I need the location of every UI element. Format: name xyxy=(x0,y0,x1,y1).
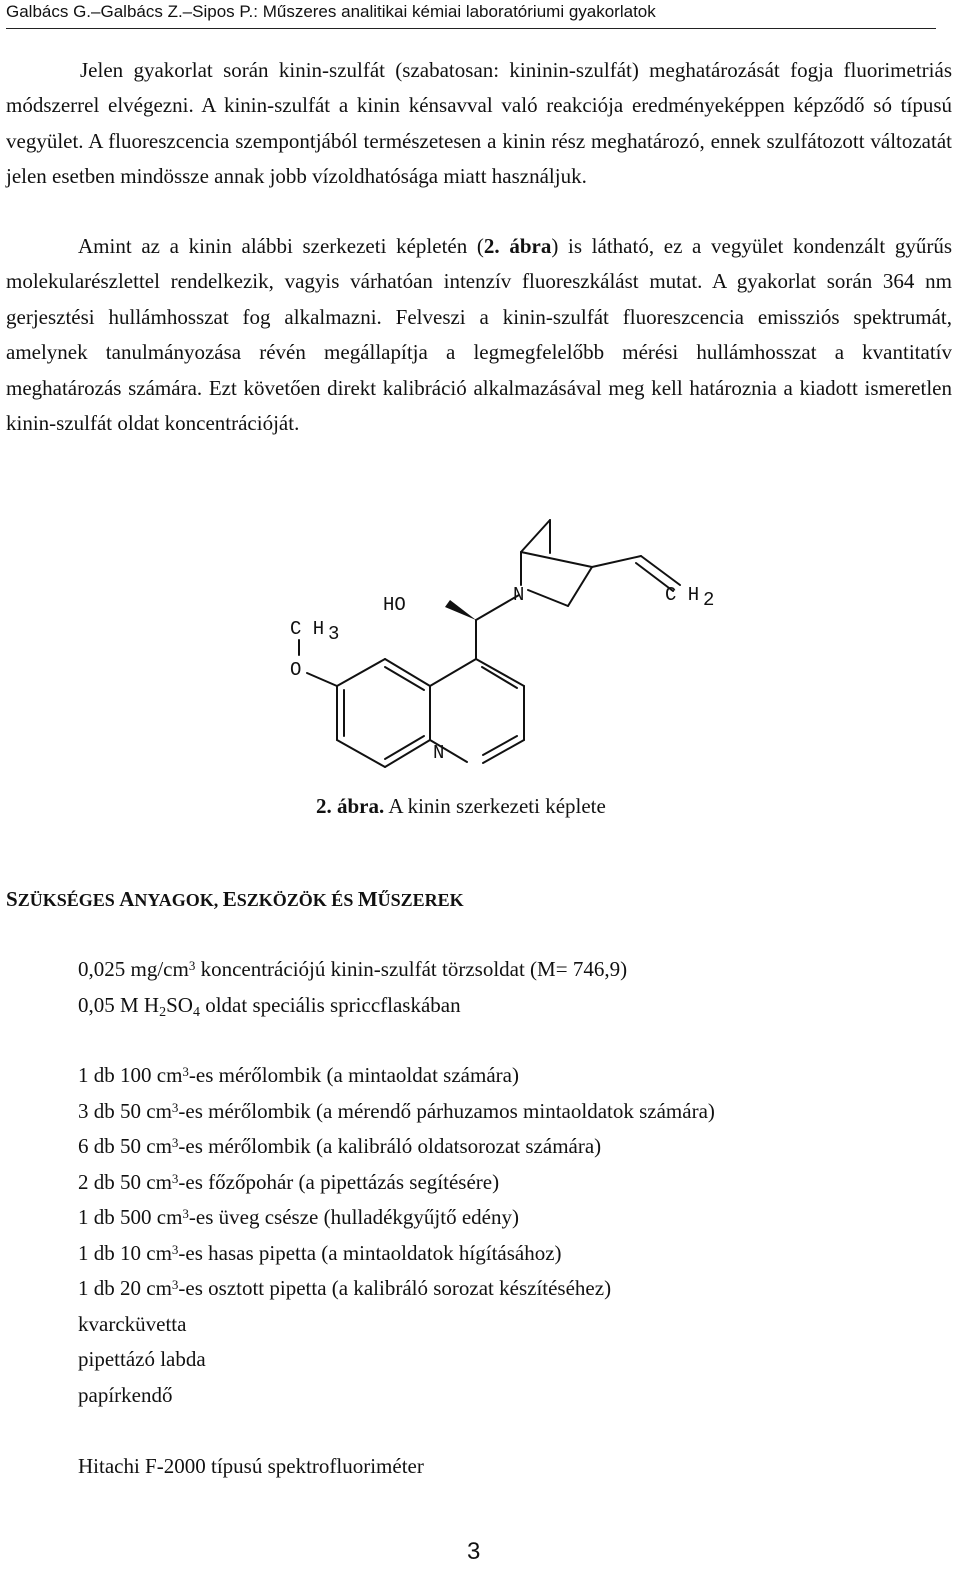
item-superscript: 3 xyxy=(171,1170,179,1186)
figure-caption-number: 2. ábra. xyxy=(316,794,385,818)
item-superscript: 3 xyxy=(171,1135,179,1150)
list-item xyxy=(78,988,627,1027)
item-text: oldat speciális spriccflaskában xyxy=(199,992,461,1017)
list-item xyxy=(78,1129,715,1165)
heading-part: SZKÖZÖK ÉS xyxy=(236,890,358,910)
heading-part: A xyxy=(119,887,135,911)
atom-ch2: C H xyxy=(665,584,700,606)
heading-part: ŰSZEREK xyxy=(377,890,464,910)
instrument-list xyxy=(78,1449,424,1485)
instrument-item: Hitachi F-2000 típusú spektrofluoriméter xyxy=(78,1454,424,1478)
item-text: SO xyxy=(166,992,193,1017)
item-subscript: 2 xyxy=(159,1004,167,1020)
atom-ch3: C H xyxy=(290,618,325,640)
p2-text-after: ) is látható, ez a vegyület kondenzált gyűrűs molekularészlettel rendelkezik, vagyis várhatóan intenzív fluoreszkálást mutat. A gyakorlat során 364 nm gerjesztési hullámhosszat fog alkalmazni. Felveszi a kinin-szulfát fluoreszcencia emissziós spektrumát, amelynek tanulmányozása révén megállapítja a legmegfelelőbb mérési hullámhosszat a kvantitatív meghatározás számára. Ezt követően direkt kalibráció alkalmazásával meg kell határoznia a kiadott ismeretlen kinin-szulfát oldat koncentrációját. xyxy=(6,234,953,436)
list-item xyxy=(78,1342,715,1378)
item-text: -es főzőpohár (a pipettázás segítésére) xyxy=(178,1169,500,1194)
item-superscript: 3 xyxy=(188,958,196,973)
list-item xyxy=(78,1165,715,1201)
item-superscript: 3 xyxy=(171,1241,179,1257)
item-text: -es mérőlombik (a mérendő párhuzamos mintaoldatok számára) xyxy=(178,1098,715,1123)
heading-part: M xyxy=(357,887,378,911)
intro-paragraph-2 xyxy=(6,229,952,441)
section-heading xyxy=(6,884,464,915)
item-text: 3 db 50 cm xyxy=(78,1098,172,1123)
item-text: kvarcküvetta xyxy=(78,1311,187,1336)
item-text: -es osztott pipetta (a kalibráló sorozat készítéséhez) xyxy=(178,1276,612,1300)
atom-hydroxyl: HO xyxy=(383,594,406,616)
item-text: papírkendő xyxy=(78,1382,173,1407)
list-item xyxy=(78,1236,715,1272)
item-text: -es mérőlombik (a mintaoldat számára) xyxy=(188,1063,519,1087)
heading-part: ZÜKSÉGES xyxy=(17,890,120,910)
atom-methoxy-o: O xyxy=(290,659,302,681)
list-item xyxy=(78,952,627,988)
item-text: 0,025 mg/cm xyxy=(78,957,189,981)
item-text: -es mérőlombik (a kalibráló oldatsorozat számára) xyxy=(178,1134,602,1158)
item-superscript: 3 xyxy=(182,1206,189,1221)
quinine-structure-diagram xyxy=(270,505,730,780)
page-number: 3 xyxy=(467,1538,481,1565)
item-text: 6 db 50 cm xyxy=(78,1134,172,1158)
item-text: 0,05 M H xyxy=(78,992,160,1017)
item-text: -es üveg csésze (hulladékgyűjtő edény) xyxy=(188,1205,519,1229)
figure-caption-text: A kinin szerkezeti képlete xyxy=(384,794,606,818)
item-superscript: 3 xyxy=(171,1277,179,1292)
item-superscript: 3 xyxy=(171,1099,179,1115)
item-subscript: 4 xyxy=(192,1004,200,1020)
item-text: pipettázó labda xyxy=(78,1347,206,1371)
atom-quinuclidine-n: N xyxy=(513,584,525,606)
list-item xyxy=(78,1058,715,1094)
atom-ch2-subscript: 2 xyxy=(703,589,715,611)
item-text: 1 db 100 cm xyxy=(78,1063,183,1087)
heading-part: S xyxy=(6,887,18,911)
item-text: 2 db 50 cm xyxy=(78,1169,172,1194)
list-item xyxy=(78,1094,715,1130)
list-item xyxy=(78,1378,715,1414)
item-text: 1 db 20 cm xyxy=(78,1276,172,1300)
list-item xyxy=(78,1200,715,1236)
p2-text-before: Amint az a kinin alábbi szerkezeti képletén ( xyxy=(78,234,484,258)
atom-quinoline-n: N xyxy=(433,742,445,764)
heading-part: NYAGOK, xyxy=(134,890,223,910)
item-text: -es hasas pipetta (a mintaoldatok hígításához) xyxy=(178,1240,562,1265)
list-item xyxy=(78,1271,715,1307)
item-text: 1 db 500 cm xyxy=(78,1205,183,1229)
figure-reference: 2. ábra xyxy=(483,234,552,258)
atom-ch3-subscript: 3 xyxy=(328,623,340,645)
item-superscript: 3 xyxy=(182,1064,189,1079)
item-text: koncentrációjú kinin-szulfát törzsoldat (M= 746,9) xyxy=(195,957,628,981)
list-item xyxy=(78,1307,715,1343)
heading-part: E xyxy=(222,887,237,911)
running-header: Galbács G.–Galbács Z.–Sipos P.: Műszeres analitikai kémiai laboratóriumi gyakorlatok xyxy=(6,0,936,29)
item-text: 1 db 10 cm xyxy=(78,1240,172,1265)
materials-list xyxy=(78,952,627,1026)
intro-paragraph-1: Jelen gyakorlat során kinin-szulfát (szabatosan: kininin-szulfát) meghatározását fogja fluorimetriás módszerrel elvégezni. A kinin-szulfát a kinin kénsavval való reakciója eredményeképpen képződő só típusú vegyület. A fluoreszcencia szempontjából természetesen a kinin rész meghatározó, ennek szulfátozott változatát jelen esetben mindössze annak jobb vízoldhatósága miatt használjuk. xyxy=(6,58,952,189)
equipment-list xyxy=(78,1058,715,1413)
